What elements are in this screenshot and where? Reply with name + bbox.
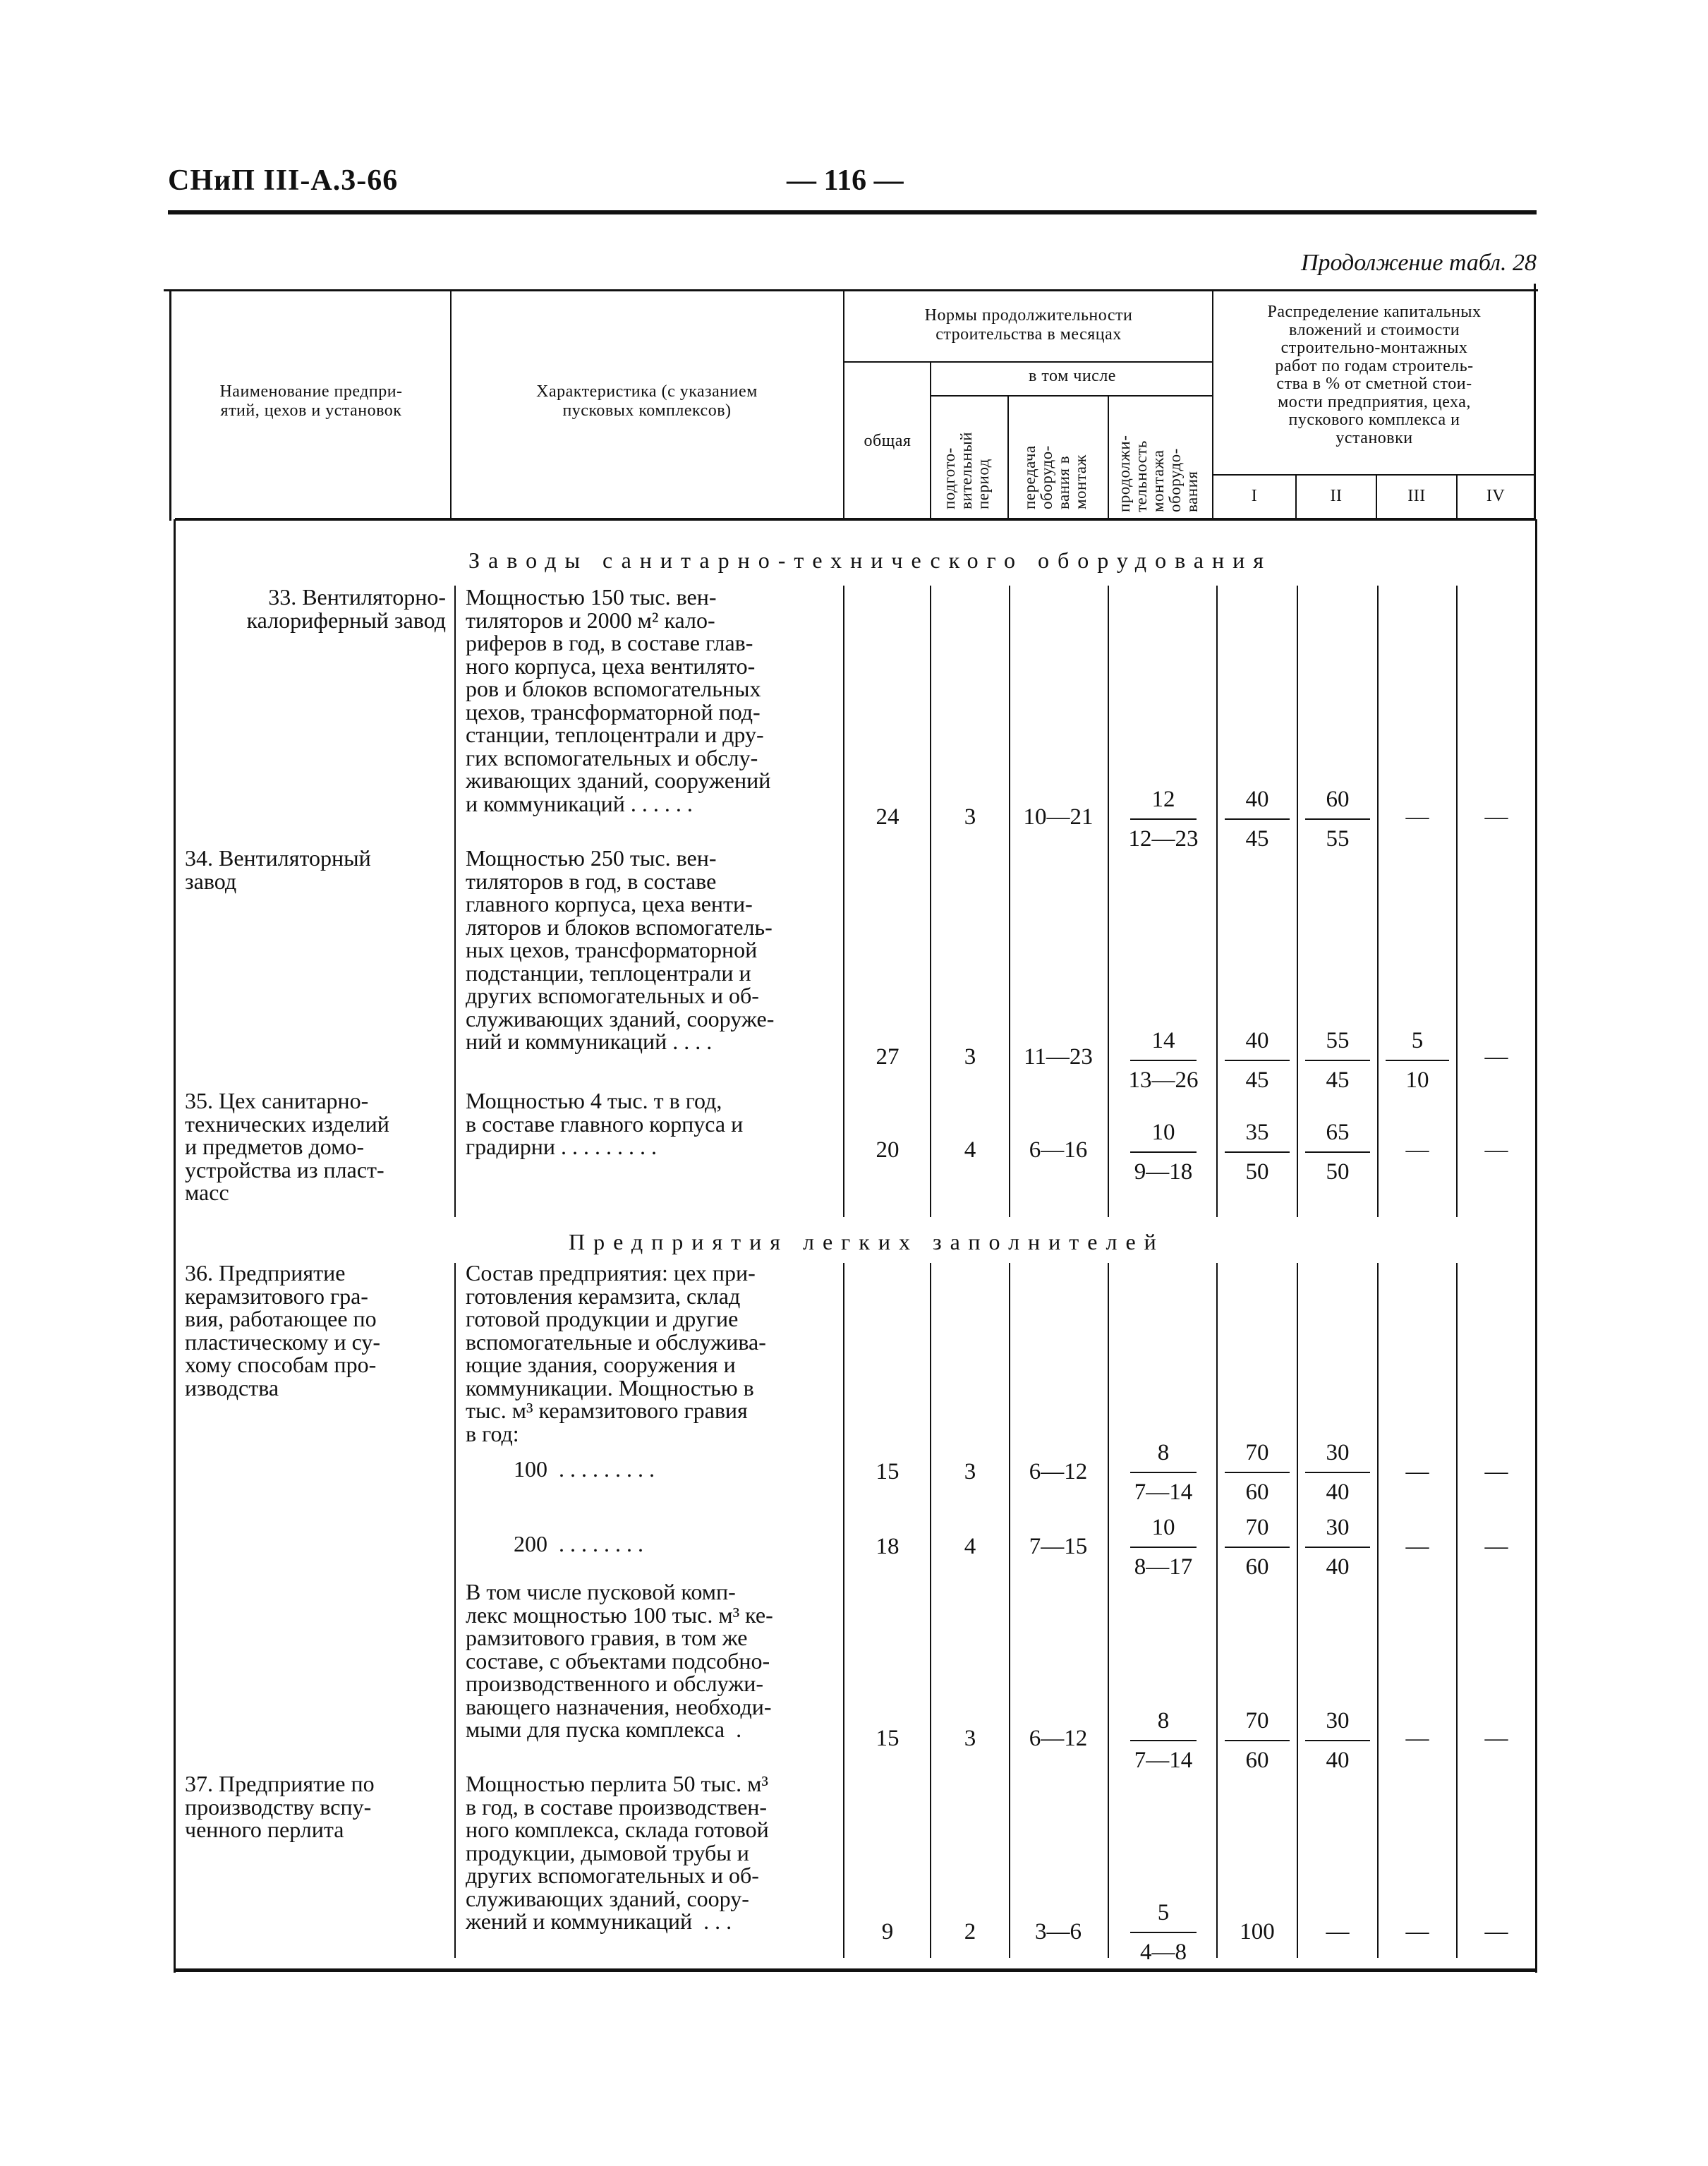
prep-value: 3 — [964, 1726, 976, 1751]
total-value: 24 — [876, 804, 900, 830]
col-including-header: в том числе — [1029, 367, 1116, 385]
year-1-fraction: 70 60 — [1219, 1707, 1295, 1774]
total-value: 15 — [876, 1459, 900, 1484]
capacity-100-label: 100 . . . . . . . . . — [514, 1456, 655, 1482]
year-3-header: III — [1407, 487, 1426, 505]
year-4-value: — — [1484, 1534, 1508, 1559]
year-4-value: — — [1484, 1919, 1508, 1944]
year-3-fraction: 5 10 — [1380, 1027, 1455, 1094]
col-name-header: Наименование предпри- ятий, цехов и установок — [219, 382, 403, 420]
year-2-value: — — [1326, 1919, 1350, 1944]
duration-fraction: 12 12—23 — [1128, 787, 1199, 852]
year-4-value: — — [1484, 1726, 1508, 1751]
year-1-header: I — [1251, 487, 1258, 505]
transfer-value: 6—12 — [1029, 1459, 1088, 1484]
year-4-value: — — [1484, 1137, 1508, 1163]
transfer-value: 10—21 — [1023, 804, 1094, 830]
year-3-value: — — [1405, 1459, 1429, 1484]
col-characteristic-header: Характеристика (с указанием пусковых комплексов) — [536, 382, 758, 420]
year-2-fraction: 30 40 — [1300, 1707, 1376, 1774]
row-description: Состав предприятия: цех при- готовления керамзита, склад готовой продукции и другие вспомогательные и обслужива- ющие здания, сооружения и коммуникации. Мощностью в тыс. м³ керамзитового гравия в год: — [466, 1260, 766, 1446]
year-2-fraction: 30 40 — [1300, 1439, 1376, 1506]
year-2-fraction: 65 50 — [1300, 1119, 1376, 1185]
year-1-fraction: 70 60 — [1219, 1514, 1295, 1580]
total-value: 20 — [876, 1137, 900, 1163]
prep-value: 4 — [964, 1137, 976, 1163]
transfer-value: 6—12 — [1029, 1726, 1088, 1751]
capacity-200-label: 200 . . . . . . . . — [514, 1531, 643, 1556]
launch-complex-description: В том числе пусковой комп- лекс мощностью 100 тыс. м³ ке- рамзитового гравия, в том же составе, с объектами подсобно- производственного и обслужи- вающего назначения, необходи- мыми для пуска комплекса . — [466, 1579, 773, 1742]
year-1-fraction: 35 50 — [1219, 1119, 1295, 1185]
duration-fraction: 8 7—14 — [1125, 1707, 1202, 1774]
document-code: СНиП III-А.3-66 — [168, 164, 399, 197]
prep-value: 3 — [964, 804, 976, 830]
duration-fraction: 10 8—17 — [1125, 1514, 1202, 1580]
year-4-header: IV — [1486, 487, 1506, 505]
year-2-header: II — [1330, 487, 1343, 505]
row-description: Мощностью 250 тыс. вен- тиляторов в год, в составе главного корпуса, цеха венти- ляторов и блоков вспомогатель- ных цехов, трансформаторной подстанции, теплоцентрали и других вспомогательных и об- служивающих зданий, сооруже- ний и коммуникаций . . . . — [466, 845, 775, 1054]
transfer-value: 6—16 — [1029, 1137, 1088, 1163]
row-name: 33. Вентиляторно- калориферный завод — [246, 584, 446, 633]
year-2-fraction: 55 45 — [1300, 1027, 1376, 1094]
col-transfer-header: передача оборудо- вания в монтаж — [1021, 445, 1089, 509]
page-number: — 116 — — [787, 164, 904, 197]
year-2-fraction: 60 55 — [1300, 786, 1376, 852]
year-3-value: — — [1405, 1137, 1429, 1163]
duration-fraction: 5 4—8 — [1125, 1899, 1202, 1966]
year-1-fraction: 40 45 — [1219, 1027, 1295, 1094]
row-description: Мощностью 150 тыс. вен- тиляторов и 2000 м² кало- риферов в год, в составе глав- ного корпуса, цеха вентилято- ров и блоков вспомогательных цехов, трансформаторной под- станции, теплоцентрали и дру- гих вспомогательных и обслу- живающих зданий, сооружений и коммуникаций . . . . . . — [466, 584, 771, 816]
section-title: Предприятия легких заполнителей — [569, 1229, 1165, 1254]
total-value: 15 — [876, 1726, 900, 1751]
col-norms-header: Нормы продолжительности строительства в месяцах — [924, 306, 1133, 344]
header-rule — [168, 210, 1537, 214]
total-value: 27 — [876, 1044, 900, 1070]
year-3-value: — — [1405, 1919, 1429, 1944]
year-4-value: — — [1484, 1459, 1508, 1484]
row-name: 35. Цех санитарно- технических изделий и предметов домо- устройства из пласт- масс — [185, 1088, 389, 1205]
duration-fraction: 10 9—18 — [1125, 1119, 1202, 1185]
duration-fraction: 8 7—14 — [1125, 1439, 1202, 1506]
prep-value: 3 — [964, 1044, 976, 1070]
year-1-value: 100 — [1240, 1919, 1275, 1944]
table-continuation: Продолжение табл. 28 — [1300, 250, 1537, 276]
duration-fraction: 14 13—26 — [1128, 1028, 1199, 1093]
year-3-value: — — [1405, 1726, 1429, 1751]
year-4-value: — — [1484, 804, 1508, 830]
year-4-value: — — [1484, 1044, 1508, 1070]
total-value: 9 — [881, 1919, 894, 1944]
transfer-value: 11—23 — [1024, 1044, 1093, 1070]
transfer-value: 7—15 — [1029, 1534, 1088, 1559]
row-description: Мощностью 4 тыс. т в год, в составе главного корпуса и градирни . . . . . . . . . — [466, 1088, 744, 1159]
total-value: 18 — [876, 1534, 900, 1559]
transfer-value: 3—6 — [1035, 1919, 1082, 1944]
col-distribution-header: Распределение капитальных вложений и стоимости строительно-монтажных работ по годам строитель- ства в % от сметной стои- мости предприятия, цеха, пускового комплекса и установки — [1267, 303, 1482, 447]
year-1-fraction: 40 45 — [1219, 786, 1295, 852]
prep-value: 2 — [964, 1919, 976, 1944]
row-description: Мощностью перлита 50 тыс. м³ в год, в составе производствен- ного комплекса, склада готовой продукции, дымовой трубы и других вспомогательных и об- служивающих зданий, соору- жений и коммуникаций . . . — [466, 1771, 769, 1934]
row-name: 37. Предприятие по производству вспу- ченного перлита — [185, 1771, 375, 1842]
row-name: 34. Вентиляторный завод — [185, 845, 371, 894]
section-title: Заводы санитарно-технического оборудования — [468, 547, 1272, 573]
row-name: 36. Предприятие керамзитового гра- вия, работающее по пластическому и су- хому способам про- изводства — [185, 1260, 381, 1400]
prep-value: 4 — [964, 1534, 976, 1559]
col-total-header: общая — [864, 432, 911, 450]
year-2-fraction: 30 40 — [1300, 1514, 1376, 1580]
prep-value: 3 — [964, 1459, 976, 1484]
col-duration-header: продолжи- тельность монтажа оборудо- вания — [1115, 435, 1201, 512]
year-3-value: — — [1405, 804, 1429, 830]
year-3-value: — — [1405, 1534, 1429, 1559]
col-prep-header: подгото- вительный период — [940, 432, 992, 509]
year-1-fraction: 70 60 — [1219, 1439, 1295, 1506]
